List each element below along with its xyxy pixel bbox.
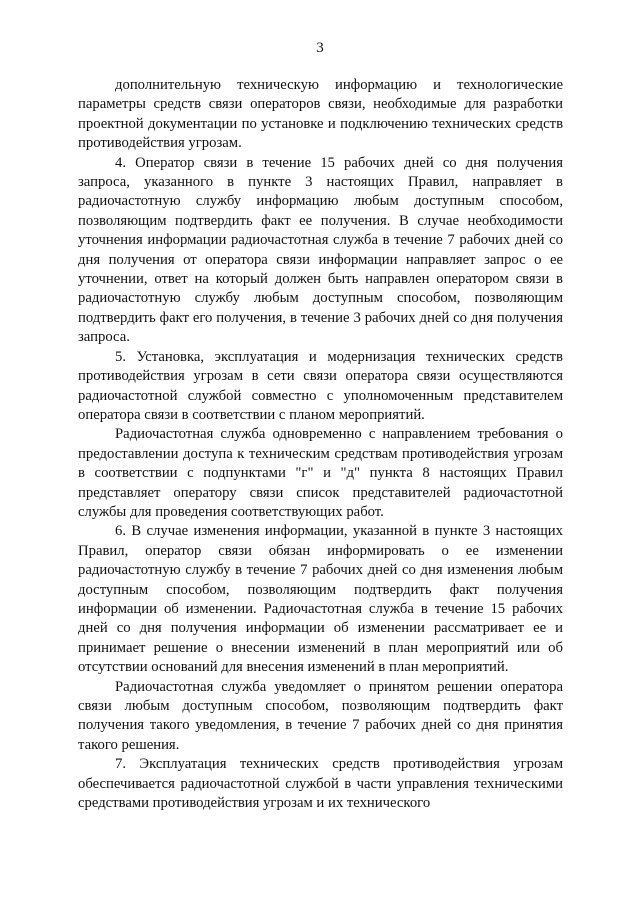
document-body <box>78 76 563 813</box>
paragraph-item-7: 7. Эксплуатация технических средств противодействия угрозам обеспечивается радиочастотной службой в части управления техническими средствами противодействия угрозам и их технического <box>78 756 563 812</box>
paragraph-item-5: 5. Установка, эксплуатация и модернизация технических средств противодействия угрозам в сети связи оператора связи осуществляются радиочастотной службой совместно с уполномоченным представителем оператора связи в соответствии с планом мероприятий. <box>78 348 563 423</box>
paragraph-item-5-addendum: Радиочастотная служба одновременно с направлением требования о предоставлении доступа к техническим средствам противодействия угрозам в соответствии с подпунктами "г" и "д" пункта 8 настоящих Правил представляет оператору связи список представителей радиочастотной службы для проведения соответствующих работ. <box>78 426 563 520</box>
page-number: 3 <box>316 40 324 56</box>
paragraph-continuation: дополнительную техническую информацию и технологические параметры средств связи операторов связи, необходимые для разработки проектной документации по установке и подключению технических средств противодействия угрозам. <box>78 77 563 152</box>
paragraph-item-4: 4. Оператор связи в течение 15 рабочих дней со дня получения запроса, указанного в пункте 3 настоящих Правил, направляет в радиочастотную службу информацию любым доступным способом, позволяющим подтвердить факт ее получения. В случае необходимости уточнения информации радиочастотная служба в течение 7 рабочих дней со дня получения от оператора связи информации направляет запрос о ее уточнении, ответ на который должен быть направлен оператором связи в радиочастотную службу любым доступным способом, позволяющим подтвердить факт его получения, в течение 3 рабочих дней со дня получения запроса. <box>78 154 563 346</box>
paragraph-item-6: 6. В случае изменения информации, указанной в пункте 3 настоящих Правил, оператор связи обязан информировать о ее изменении радиочастотную службу в течение 7 рабочих дней со дня изменения любым доступным способом, позволяющим подтвердить факт получения информации об изменении. Радиочастотная служба в течение 15 рабочих дней со дня получения информации об изменении рассматривает ее и принимает решение о внесении изменений в план мероприятий или об отсутствии оснований для внесения изменений в план мероприятий. <box>78 523 563 676</box>
paragraph-item-6-addendum: Радиочастотная служба уведомляет о принятом решении оператора связи любым доступным способом, позволяющим подтвердить факт получения такого уведомления, в течение 7 рабочих дней со дня принятия такого решения. <box>78 678 563 753</box>
